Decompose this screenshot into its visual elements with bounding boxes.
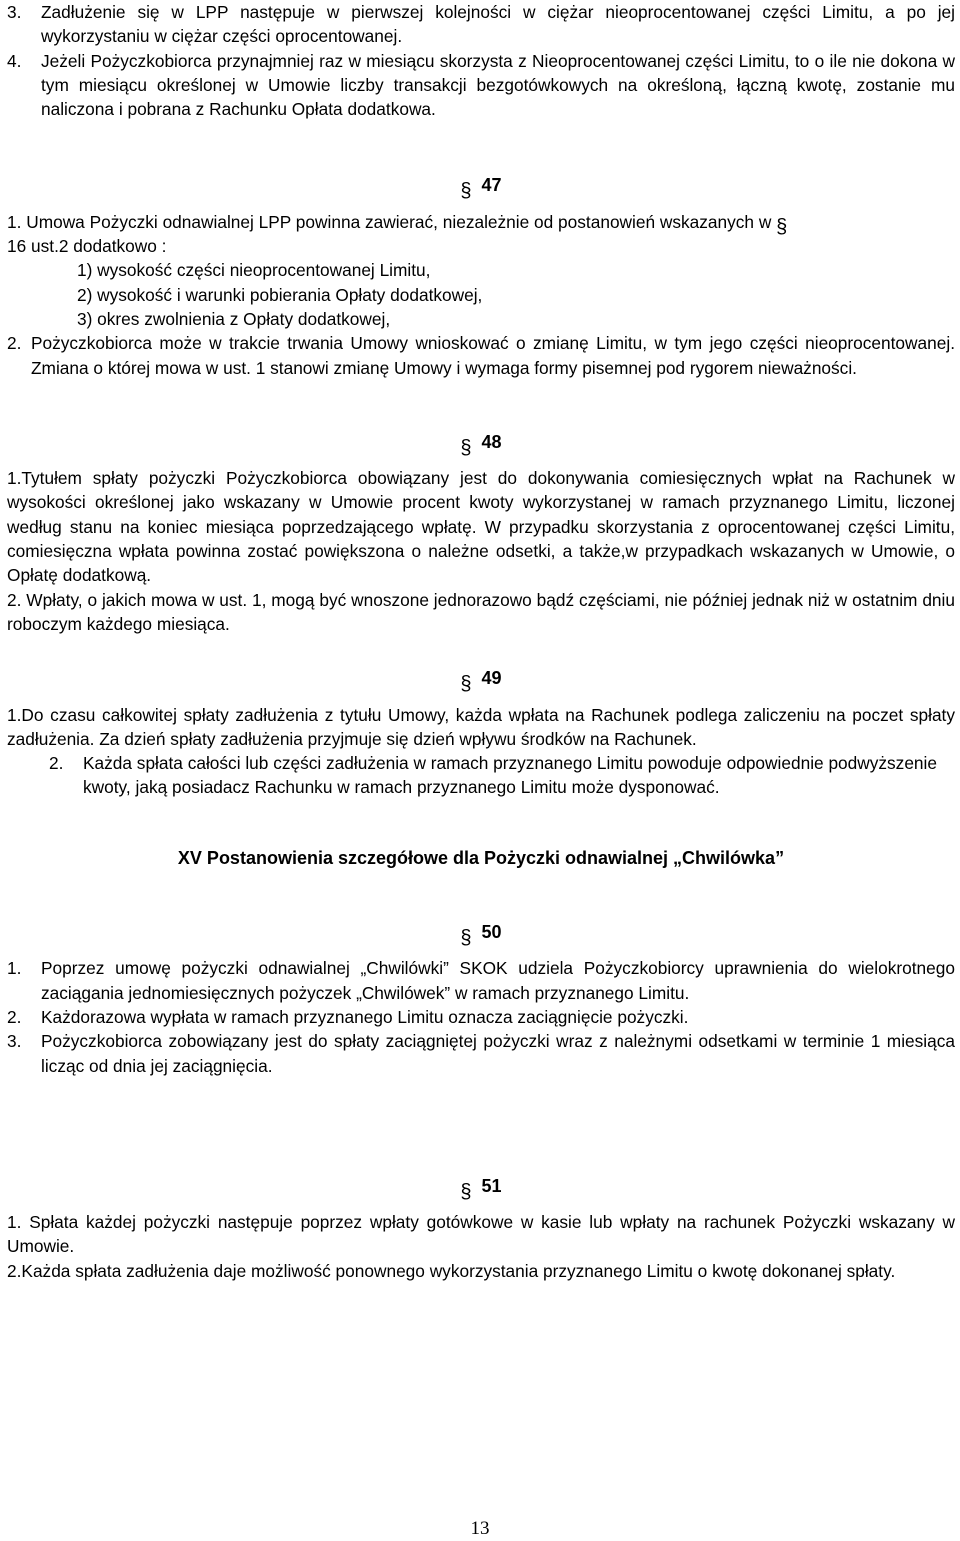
list-item: 2) wysokość i warunki pobierania Opłaty dodatkowej, (77, 284, 483, 305)
section-47-heading: § 47 (460, 175, 502, 203)
paragraph-4: 4. Jeżeli Pożyczkobiorca przynajmniej raz w miesiącu skorzysta z Nieoprocentowanej części Limitu, to o ile nie dokona w tym miesiącu określonej w Umowie liczby transakcji bezgotówkowych na określoną, łączną kwotę, zostanie mu naliczona i pobrana z Rachunku Opłata dodatkowa. (7, 50, 955, 120)
paragraph-3: 3. Zadłużenie się w LPP następuje w pierwszej kolejności w ciężar nieoprocentowanej części Limitu, a po jej wykorzystaniu w ciężar części oprocentowanej. (7, 2, 955, 47)
section-48-p2: 2. Wpłaty, o jakich mowa w ust. 1, mogą być wnoszone jednorazowo bądź częściami, nie później jednak niż w ostatnim dniu roboczym każdego miesiąca. (7, 589, 955, 634)
section-51-heading: § 51 (460, 1175, 502, 1203)
section-symbol: § (460, 436, 472, 459)
list-item: 1) wysokość części nieoprocentowanej Limitu, (77, 260, 431, 281)
section-49-p1: 1.Do czasu całkowitej spłaty zadłużenia z tytułu Umowy, każda wpłata na Rachunek podlega zaliczeniu na poczet spłaty zadłużenia. Za dzień spłaty zadłużenia przyjmuje się dzień wpływu środków na Rachunek. (7, 704, 955, 749)
section-50-list (7, 956, 955, 1077)
section-47-p1-cont: 16 ust.2 dodatkowo : (7, 236, 167, 257)
section-49-heading: § 49 (460, 668, 502, 696)
section-48-p1: 1.Tytułem spłaty pożyczki Pożyczkobiorca obowiązany jest do dokonywania comiesięcznych wpłat na Rachunek w wysokości określonej jako wskazany w Umowie procent kwoty wykorzystanej w ramach przyznanego Limitu, liczonej według stanu na koniec miesiąca poprzedzającego wpłatę. W przypadku skorzystania z oprocentowanej części Limitu, comiesięczna wpłata powinna zostać powiększona o należne odsetki, a także,w przypadkach wskazanych w Umowie, o Opłatę dodatkową. (7, 468, 955, 586)
section-49-p2: 2. Każda spłata całości lub części zadłużenia w ramach przyznanego Limitu powoduje odpowiednie podwyższenie kwoty, jaką posiadacz Rachunku w ramach przyznanego Limitu może dysponować. (49, 753, 937, 798)
list-item: 3) okres zwolnienia z Opłaty dodatkowej, (77, 308, 391, 329)
section-51-p1: 1. Spłata każdej pożyczki następuje poprzez wpłaty gotówkowe w kasie lub wpłaty na rachunek Pożyczki wskazany w Umowie. (7, 1212, 955, 1257)
section-symbol: § (776, 215, 788, 238)
section-symbol: § (460, 1180, 472, 1203)
section-51-p2: 2.Każda spłata zadłużenia daje możliwość ponownego wykorzystania przyznanego Limitu o kwotę dokonanej spłaty. (7, 1260, 896, 1281)
section-symbol: § (460, 673, 472, 696)
page-number: 13 (470, 1518, 490, 1539)
list-item: 3. Pożyczkobiorca zobowiązany jest do spłaty zaciągniętej pożyczki wraz z należnymi odsetkami w terminie 1 miesiąca licząc od dnia jej zaciągnięcia. (7, 1031, 955, 1076)
chapter-heading: XV Postanowienia szczegółowe dla Pożyczki odnawialnej „Chwilówka” (177, 847, 785, 868)
list-item: 1. Poprzez umowę pożyczki odnawialnej „Chwilówki” SKOK udziela Pożyczkobiorcy uprawnienia do wielokrotnego zaciągania jednomiesięcznych pożyczek „Chwilówek” w ramach przyznanego Limitu. (7, 958, 955, 1003)
section-47-list (7, 258, 955, 331)
section-symbol: § (460, 927, 472, 950)
section-50-heading: § 50 (460, 922, 502, 950)
section-47-p1: 1. Umowa Pożyczki odnawialnej LPP powinna zawierać, niezależnie od postanowień wskazanych w § (7, 211, 788, 238)
section-47-p2: 2. Pożyczkobiorca może w trakcie trwania Umowy wnioskować o zmianę Limitu, w tym jego części nieoprocentowanej. Zmiana o której mowa w ust. 1 stanowi zmianę Umowy i wymaga formy pisemnej pod rygorem nieważności. (7, 333, 955, 378)
section-48-heading: § 48 (460, 431, 502, 459)
list-item: 2. Każdorazowa wypłata w ramach przyznanego Limitu oznacza zaciągnięcie pożyczki. (7, 1006, 689, 1027)
section-symbol: § (460, 180, 472, 203)
